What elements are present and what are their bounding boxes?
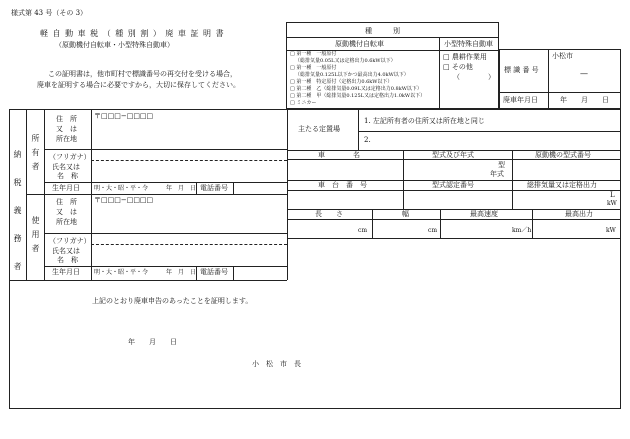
notice-line-1: この証明書は，他市町村で標識番号の再交付を受ける場合，	[48, 70, 237, 78]
main-table	[9, 109, 621, 409]
moped-option-1-note: （総排気量0.05L又は定格出力0.6kW以下）	[295, 58, 396, 64]
moped-option-3[interactable]: □ 第一種 特定原付（定格出力0.6kW以下）	[290, 79, 393, 85]
max-speed-unit: km／h	[512, 227, 532, 234]
width-header: 幅	[402, 210, 409, 218]
owner-group-label: 所有者	[31, 134, 40, 176]
certify-date[interactable]: 年 月 日	[128, 338, 177, 346]
certify-text: 上記のとおり廃車申告のあったことを証明します。	[92, 297, 253, 305]
storage-label: 主たる定置場	[298, 125, 340, 133]
owner-dob-label: 生年月日	[52, 184, 80, 192]
owner-name-label-1: 氏名又は	[52, 163, 80, 171]
moped-option-2-note: （総排気量0.125L以下かつ最高出力4.0kW以下）	[295, 72, 409, 78]
date-label: 廃車年月日	[503, 96, 538, 104]
plate-label: 標 識 番 号	[504, 66, 539, 74]
user-group-label: 使用者	[31, 216, 40, 258]
storage-option-1[interactable]: 1. 左記所有者の住所又は所在地と同じ	[364, 117, 485, 125]
user-address-label-3: 所在地	[56, 218, 77, 226]
moped-option-5[interactable]: □ 第二種 甲（総排気量0.125L又は定格出力1.0kW以下）	[290, 93, 426, 99]
moped-option-1[interactable]: □ 第一種 一般原付	[290, 51, 337, 57]
notice-line-2: 廃車を証明する場合に必要ですから，大切に保存してください。	[37, 81, 240, 89]
max-power-header: 最高出力	[565, 210, 593, 218]
user-address-label-1: 住 所	[56, 198, 77, 206]
displacement-unit-kw: kW	[607, 200, 617, 207]
model-year-header: 型式及び年式	[432, 151, 474, 159]
owner-name-label-2: 名 称	[57, 172, 78, 180]
cert-model-header: 型式認定番号	[432, 181, 474, 189]
date-value[interactable]: 年 月 日	[560, 96, 609, 104]
taxpayer-side-label: 納 税 義 務 者	[13, 150, 22, 276]
chassis-header: 車 台 番 号	[318, 181, 367, 189]
plate-number[interactable]: —	[580, 69, 588, 78]
user-phone-label: 電話番号	[200, 268, 228, 276]
signer: 小 松 市 長	[252, 360, 301, 368]
moped-option-6[interactable]: □ ミニカー	[290, 100, 317, 106]
form-subtitle: （原動機付自転車・小型特殊自動車）	[55, 41, 174, 49]
small-option-other: （ ）	[453, 73, 495, 81]
year-unit: 年式	[490, 170, 504, 178]
owner-furigana-label: （フリガナ）	[49, 153, 91, 161]
user-name-label-1: 氏名又は	[52, 247, 80, 255]
engine-model-header: 原動機の型式番号	[535, 151, 591, 159]
owner-phone-label: 電話番号	[200, 184, 228, 192]
displacement-unit-l: L	[610, 191, 615, 199]
displacement-header: 総排気量又は定格出力	[527, 181, 597, 189]
moped-option-2[interactable]: □ 第一種 一般原付	[290, 65, 337, 71]
owner-address-label-2: 又 は	[56, 125, 77, 133]
width-unit: cm	[428, 227, 438, 234]
storage-option-2[interactable]: 2.	[364, 136, 371, 144]
model-unit: 型	[498, 161, 505, 169]
vehicle-name-header: 車 名	[318, 151, 360, 159]
form-title: 軽 自 動 車 税 （ 種 別 割 ） 廃 車 証 明 書	[40, 29, 225, 38]
form-number: 様式第 43 号（その 3）	[11, 9, 88, 17]
user-name-label-2: 名 称	[57, 256, 78, 264]
user-address-label-2: 又 は	[56, 208, 77, 216]
user-dob-label: 生年月日	[52, 268, 80, 276]
length-header: 長 さ	[315, 210, 343, 218]
owner-dob-field[interactable]: 明・大・昭・平・令 年 月 日	[94, 185, 197, 192]
small-option-2[interactable]: □ その他	[443, 63, 473, 71]
kind-col-moped: 原動機付自転車	[335, 40, 384, 48]
user-postal[interactable]: 〒□□□−□□□□	[94, 196, 154, 204]
kind-header: 種 別	[365, 27, 400, 35]
owner-address-label-3: 所在地	[56, 135, 77, 143]
plate-city: 小松市	[552, 52, 573, 60]
max-power-unit: kW	[606, 227, 616, 234]
owner-postal[interactable]: 〒□□□−□□□□	[94, 112, 154, 120]
owner-address-label-1: 住 所	[56, 115, 77, 123]
user-furigana-label: （フリガナ）	[49, 237, 91, 245]
user-dob-field[interactable]: 明・大・昭・平・令 年 月 日	[94, 269, 197, 276]
kind-col-small: 小型特殊自動車	[444, 40, 493, 48]
moped-option-4[interactable]: □ 第二種 乙（総排気量0.09L又は定格出力0.8kW以下）	[290, 86, 422, 92]
small-option-1[interactable]: □ 農耕作業用	[443, 53, 487, 61]
max-speed-header: 最高速度	[470, 210, 498, 218]
length-unit: cm	[358, 227, 368, 234]
